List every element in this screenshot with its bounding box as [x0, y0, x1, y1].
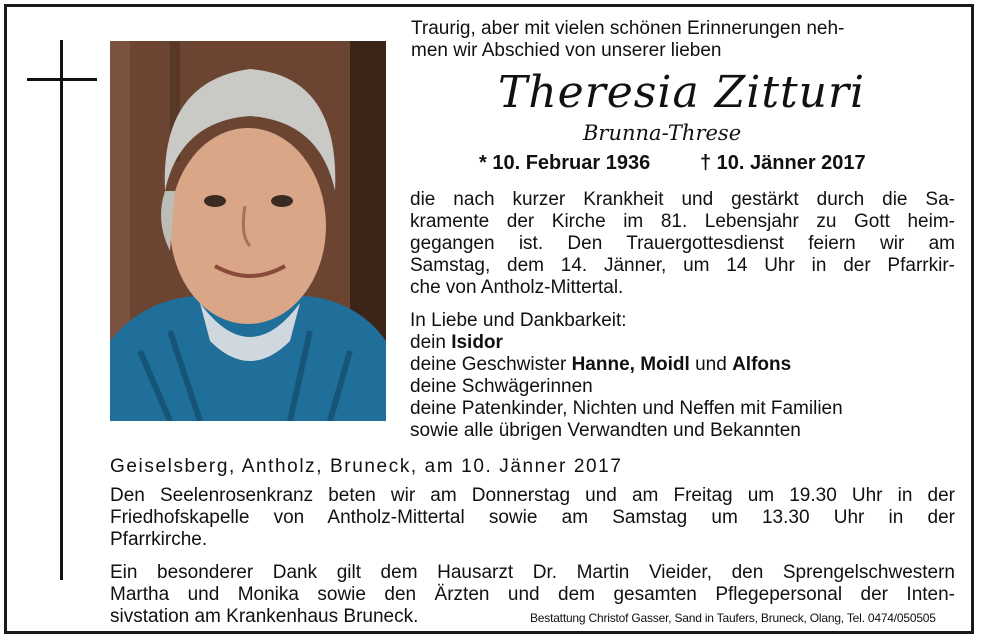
mourner-godchildren: deine Patenkinder, Nichten und Neffen mit Familien [410, 398, 843, 419]
funeral-home-credit: Bestattung Christof Gasser, Sand in Taufers, Bruneck, Olang, Tel. 0474/050505 [530, 611, 936, 625]
nickname: Brunna-Threse [583, 121, 742, 145]
intro-line-1: Traurig, aber mit vielen schönen Erinnerungen neh- [411, 18, 845, 39]
body-line-1: die nach kurzer Krankheit und gestärkt durch die Sa- [410, 189, 955, 210]
thanks-line-2: Martha und Monika sowie den Ärzten und dem gesamten Pflegepersonal der Inten- [110, 584, 955, 605]
place-date: Geiselsberg, Antholz, Bruneck, am 10. Jänner 2017 [110, 456, 623, 477]
thanks-line-1: Ein besonderer Dank gilt dem Hausarzt Dr. Martin Vieider, den Sprengelschwestern [110, 562, 955, 583]
body-line-3: gegangen ist. Den Trauergottesdienst feiern wir am [410, 233, 955, 254]
rosary-line-2: Friedhofskapelle von Antholz-Mittertal sowie am Samstag um 13.30 Uhr in der [110, 507, 955, 528]
death-date: † 10. Jänner 2017 [700, 152, 866, 174]
body-line-4: Samstag, dem 14. Jänner, um 14 Uhr in der Pfarrkir- [410, 255, 955, 276]
deceased-name: Theresia Zitturi [498, 67, 866, 118]
body-line-2: kramente der Kirche im 81. Lebensjahr zu Gott heim- [410, 211, 955, 232]
mourner-husband: dein Isidor [410, 332, 503, 353]
intro-line-2: men wir Abschied von unserer lieben [411, 40, 722, 61]
thanks-line-3: sivstation am Krankenhaus Bruneck. [110, 606, 419, 627]
rosary-line-1: Den Seelenrosenkranz beten wir am Donnerstag und am Freitag um 19.30 Uhr in der [110, 485, 955, 506]
mourner-relatives: sowie alle übrigen Verwandten und Bekannten [410, 420, 801, 441]
portrait-photo [110, 41, 386, 421]
love-line: In Liebe und Dankbarkeit: [410, 310, 627, 331]
cross-vertical [60, 40, 63, 580]
body-line-5: che von Antholz-Mittertal. [410, 277, 624, 298]
rosary-line-3: Pfarrkirche. [110, 529, 208, 550]
birth-date: * 10. Februar 1936 [479, 152, 651, 174]
mourner-siblings: deine Geschwister Hanne, Moidl und Alfons [410, 354, 792, 375]
mourner-in-laws: deine Schwägerinnen [410, 376, 593, 397]
cross-horizontal [27, 78, 97, 81]
